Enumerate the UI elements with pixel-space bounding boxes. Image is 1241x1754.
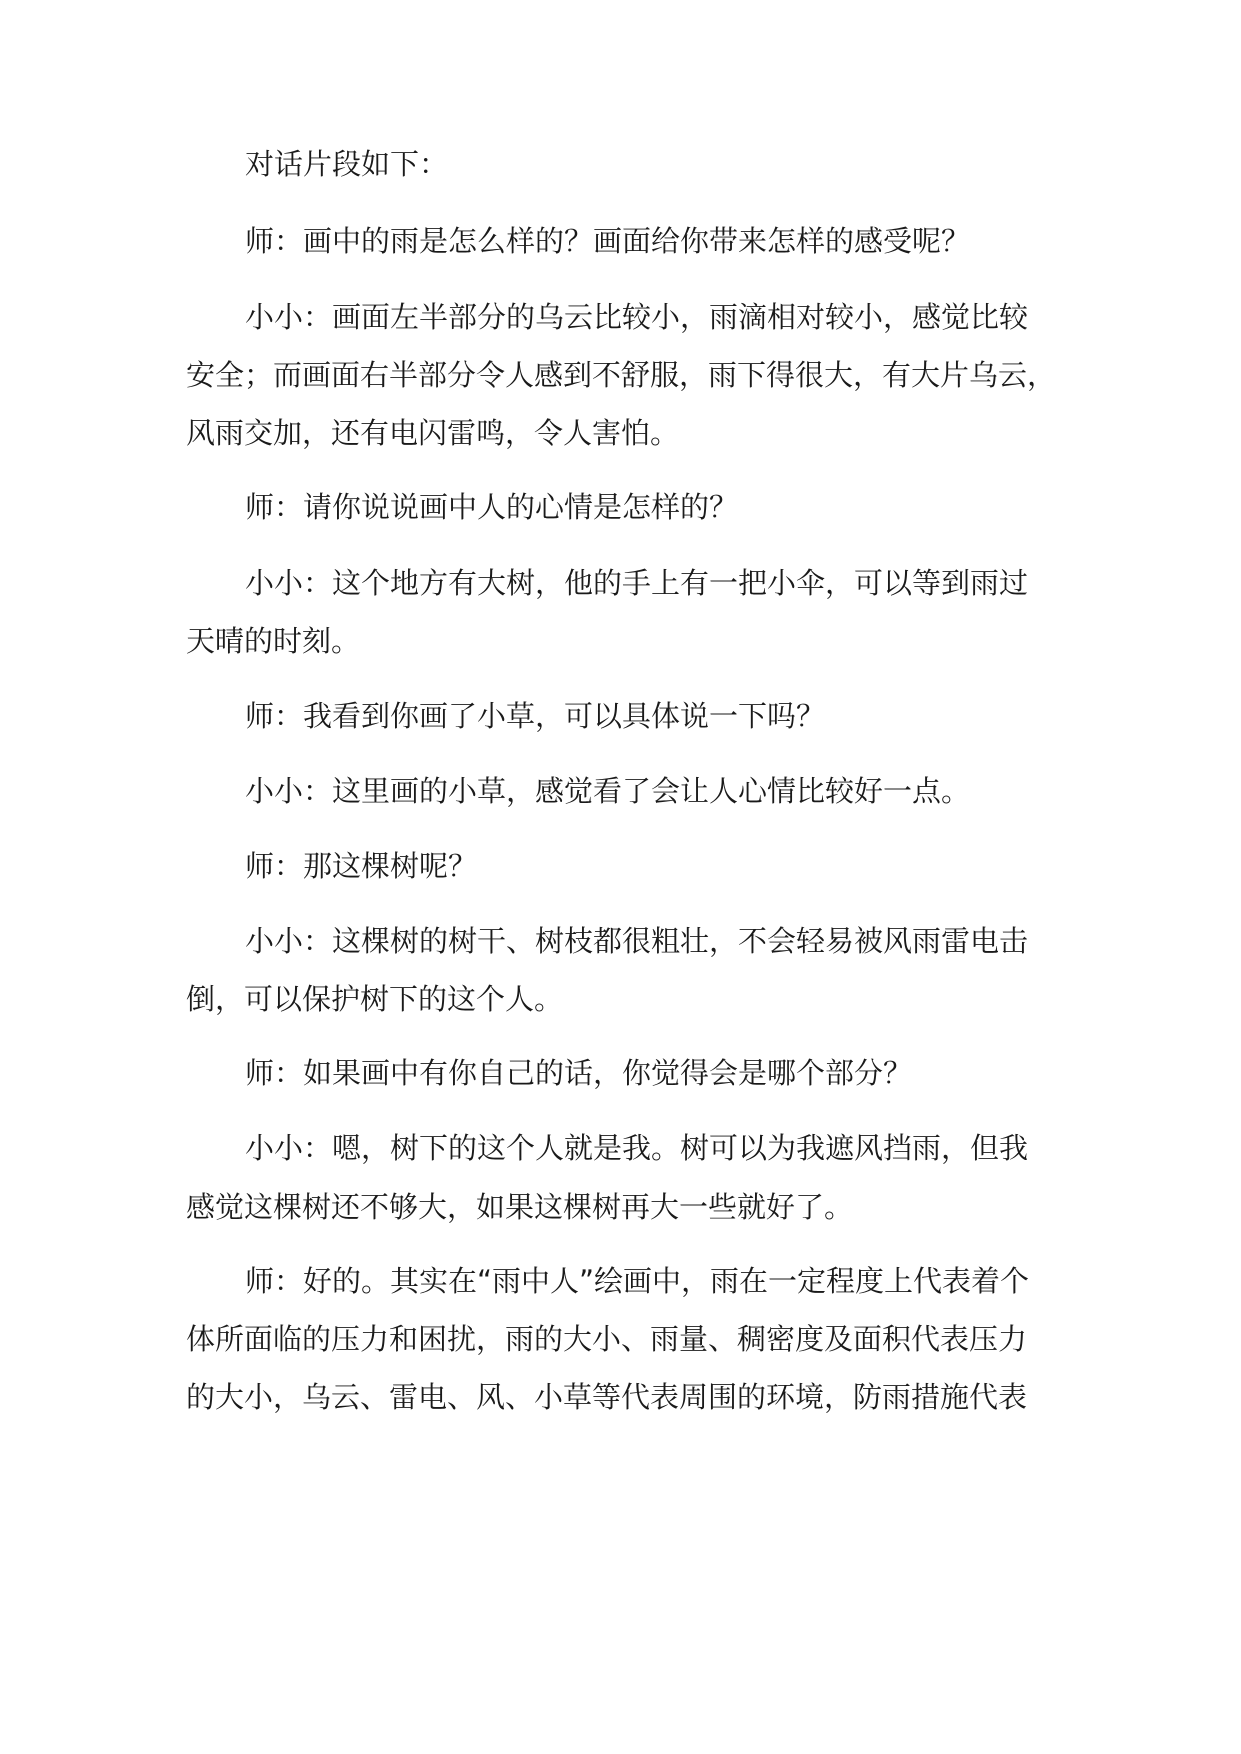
- dialogue-student-line: 小小：嗯，树下的这个人就是我。树可以为我遮风挡雨，但我: [245, 1131, 1029, 1165]
- dialogue-teacher-line: 师：请你说说画中人的心情是怎样的？: [245, 490, 739, 524]
- dialogue-teacher-line: 师：好的。其实在“雨中人”绘画中，雨在一定程度上代表着个: [245, 1264, 1030, 1298]
- dialogue-student-line-continued: 天晴的时刻。: [186, 624, 361, 658]
- dialogue-student-line-continued: 风雨交加，还有电闪雷鸣，令人害怕。: [186, 416, 680, 450]
- dialogue-student-line-continued: 感觉这棵树还不够大，如果这棵树再大一些就好了。: [186, 1190, 854, 1224]
- dialogue-teacher-line: 师：如果画中有你自己的话，你觉得会是哪个部分？: [245, 1056, 913, 1090]
- dialogue-teacher-line: 师：我看到你画了小草，可以具体说一下吗？: [245, 699, 826, 733]
- dialogue-teacher-line: 师：那这棵树呢？: [245, 849, 478, 883]
- dialogue-teacher-line: 师：画中的雨是怎么样的？画面给你带来怎样的感受呢？: [245, 224, 971, 258]
- paragraph-intro: 对话片段如下：: [245, 147, 449, 181]
- dialogue-teacher-line-continued: 的大小，乌云、雷电、风、小草等代表周围的环境，防雨措施代表: [186, 1380, 1028, 1414]
- dialogue-student-line-continued: 倒，可以保护树下的这个人。: [186, 982, 564, 1016]
- dialogue-student-line: 小小：这棵树的树干、树枝都很粗壮，不会轻易被风雨雷电击: [245, 924, 1029, 958]
- dialogue-teacher-line-continued: 体所面临的压力和困扰，雨的大小、雨量、稠密度及面积代表压力: [186, 1322, 1028, 1356]
- dialogue-student-line: 小小：这个地方有大树，他的手上有一把小伞，可以等到雨过: [245, 566, 1029, 600]
- dialogue-student-line: 小小：画面左半部分的乌云比较小，雨滴相对较小，感觉比较: [245, 300, 1029, 334]
- dialogue-student-line: 小小：这里画的小草，感觉看了会让人心情比较好一点。: [245, 774, 971, 808]
- dialogue-student-line-continued: 安全；而画面右半部分令人感到不舒服，雨下得很大，有大片乌云，: [186, 358, 1057, 392]
